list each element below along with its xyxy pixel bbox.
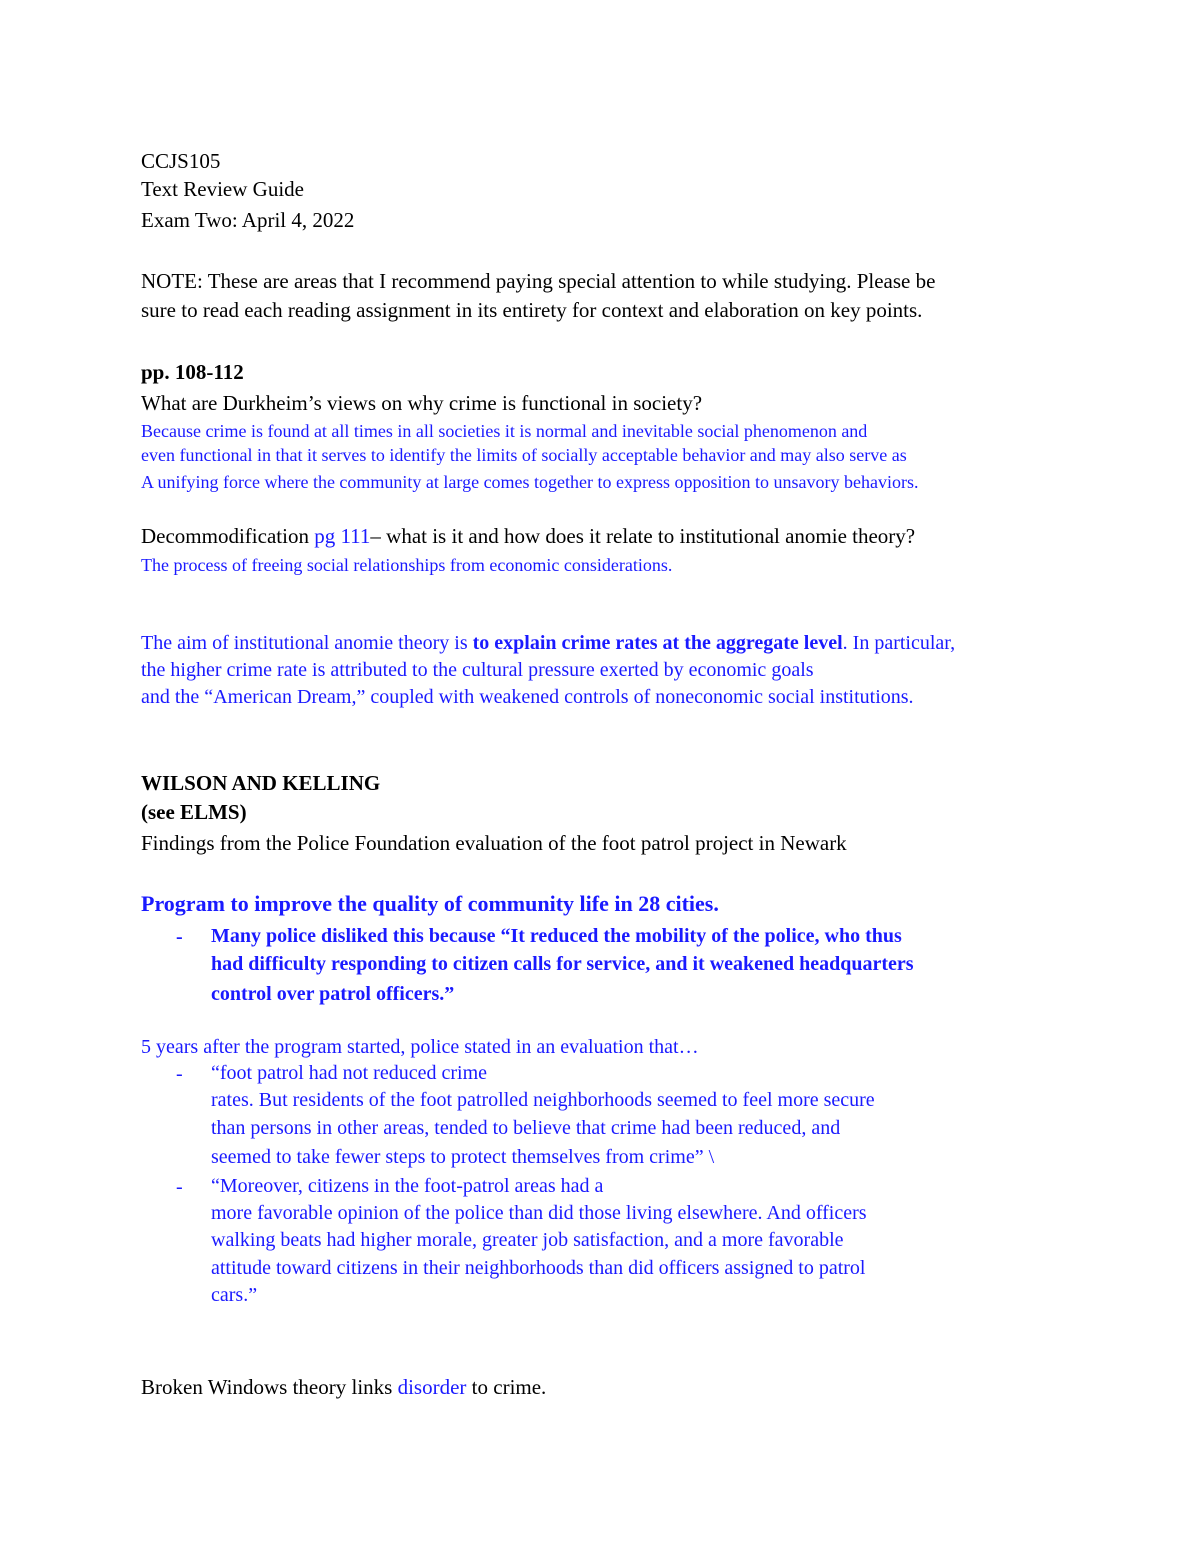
decommodification-question-text: – what is it and how does it relate to institutional anomie theory? [370, 524, 916, 548]
evaluation-quote-1-line-1: “foot patrol had not reduced crime [211, 1062, 487, 1084]
evaluation-quote-1-line-2: rates. But residents of the foot patrolled neighborhoods seemed to feel more secure [211, 1089, 875, 1111]
iat-line-1-post: . In particular, [842, 632, 956, 654]
section1-pages: pp. 108-112 [141, 360, 244, 384]
evaluation-quote-2-line-5: cars.” [211, 1284, 258, 1306]
iat-line-3: and the “American Dream,” coupled with weakened controls of noneconomic social institutions. [141, 686, 914, 708]
evaluation-quote-1-line-3: than persons in other areas, tended to believe that crime had been reduced, and [211, 1117, 841, 1139]
bullet-marker: - [176, 1176, 183, 1198]
broken-windows-pre: Broken Windows theory links [141, 1375, 398, 1399]
bullet-marker: - [176, 926, 183, 948]
police-dislike-line-1: Many police disliked this because “It reduced the mobility of the police, who thus [211, 925, 902, 947]
section2-heading: WILSON AND KELLING [141, 771, 381, 795]
section2-question: Findings from the Police Foundation evaluation of the foot patrol project in Newark [141, 831, 847, 855]
evaluation-quote-2-line-2: more favorable opinion of the police than did those living elsewhere. And officers [211, 1202, 867, 1224]
decommodification-question [141, 523, 915, 549]
iat-line-1-pre: The aim of institutional anomie theory is [141, 632, 473, 654]
note-line-1: NOTE: These are areas that I recommend paying special attention to while studying. Please be [141, 269, 936, 293]
exam-date: Exam Two: April 4, 2022 [141, 208, 355, 232]
section1-answer-line-1: Because crime is found at all times in all societies it is normal and inevitable social phenomenon and [141, 421, 868, 441]
section1-question: What are Durkheim’s views on why crime is functional in society? [141, 391, 703, 415]
decommodification-page-ref: pg 111 [314, 524, 371, 548]
evaluation-quote-2-line-1: “Moreover, citizens in the foot-patrol areas had a [211, 1175, 604, 1197]
evaluation-intro: 5 years after the program started, police stated in an evaluation that… [141, 1036, 699, 1058]
iat-line-1-bold: to explain crime rates at the aggregate level [472, 632, 843, 654]
broken-windows-statement [141, 1374, 546, 1400]
evaluation-quote-1-line-4: seemed to take fewer steps to protect themselves from crime” \ [211, 1146, 715, 1168]
section2-source: (see ELMS) [141, 800, 247, 824]
course-code: CCJS105 [141, 149, 221, 173]
iat-line-1 [141, 630, 955, 656]
decommodification-term: Decommodification [141, 524, 315, 548]
iat-line-2: the higher crime rate is attributed to the cultural pressure exerted by economic goals [141, 659, 814, 681]
broken-windows-term: disorder [397, 1375, 467, 1399]
evaluation-quote-2-line-4: attitude toward citizens in their neighborhoods than did officers assigned to patrol [211, 1257, 866, 1279]
section1-answer-line-2: even functional in that it serves to identify the limits of socially acceptable behavior and may also serve as [141, 445, 907, 465]
evaluation-quote-2-line-3: walking beats had higher morale, greater job satisfaction, and a more favorable [211, 1229, 844, 1251]
broken-windows-post: to crime. [466, 1375, 547, 1399]
decommodification-answer: The process of freeing social relationships from economic considerations. [141, 555, 673, 575]
program-statement: Program to improve the quality of community life in 28 cities. [141, 891, 719, 916]
bullet-marker: - [176, 1063, 183, 1085]
note-line-2: sure to read each reading assignment in its entirety for context and elaboration on key points. [141, 298, 923, 322]
police-dislike-line-2: had difficulty responding to citizen calls for service, and it weakened headquarters [211, 953, 914, 975]
police-dislike-line-3: control over patrol officers.” [211, 983, 455, 1005]
document-title: Text Review Guide [141, 177, 304, 201]
section1-answer-line-3: A unifying force where the community at large comes together to express opposition to unsavory behaviors. [141, 472, 919, 492]
